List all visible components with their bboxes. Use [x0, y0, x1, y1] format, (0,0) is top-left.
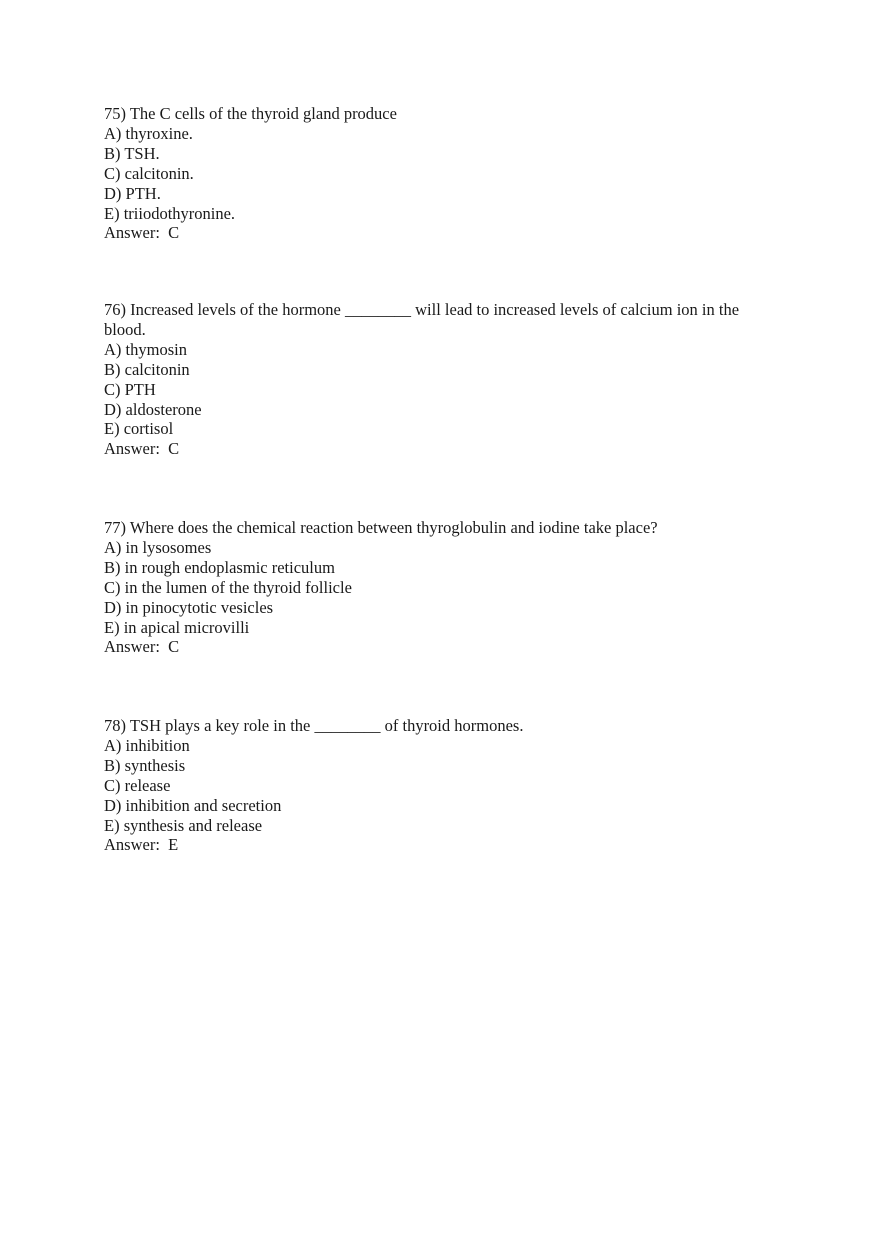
answer: Answer: C	[104, 223, 180, 243]
option-c: C) PTH	[104, 379, 156, 399]
question-77	[104, 518, 784, 657]
option-e: E) in apical microvilli	[104, 617, 250, 637]
option-e: E) cortisol	[104, 419, 174, 439]
option-b: B) in rough endoplasmic reticulum	[104, 557, 335, 577]
option-d: D) in pinocytotic vesicles	[104, 597, 274, 617]
question-stem: 75) The C cells of the thyroid gland produce	[104, 104, 397, 123]
question-78	[104, 716, 784, 855]
option-c: C) in the lumen of the thyroid follicle	[104, 577, 352, 597]
option-a: A) thyroxine.	[104, 123, 193, 143]
option-c: C) release	[104, 775, 171, 795]
question-stem: 76) Increased levels of the hormone ________ will lead to increased levels of calcium ion in the blood.	[104, 300, 744, 339]
answer: Answer: E	[104, 835, 179, 855]
option-b: B) TSH.	[104, 143, 160, 163]
option-d: D) PTH.	[104, 183, 161, 203]
option-b: B) calcitonin	[104, 359, 190, 379]
question-stem: 77) Where does the chemical reaction between thyroglobulin and iodine take place?	[104, 518, 658, 537]
option-e: E) triiodothyronine.	[104, 203, 236, 223]
option-b: B) synthesis	[104, 755, 186, 775]
option-a: A) inhibition	[104, 735, 190, 755]
option-e: E) synthesis and release	[104, 815, 263, 835]
option-a: A) in lysosomes	[104, 537, 212, 557]
option-d: D) aldosterone	[104, 399, 202, 419]
question-stem: 78) TSH plays a key role in the ________ of thyroid hormones.	[104, 716, 524, 735]
question-75	[104, 104, 784, 243]
answer: Answer: C	[104, 637, 180, 657]
answer: Answer: C	[104, 439, 180, 459]
option-d: D) inhibition and secretion	[104, 795, 282, 815]
question-76	[104, 300, 784, 459]
option-a: A) thymosin	[104, 339, 187, 359]
option-c: C) calcitonin.	[104, 163, 194, 183]
